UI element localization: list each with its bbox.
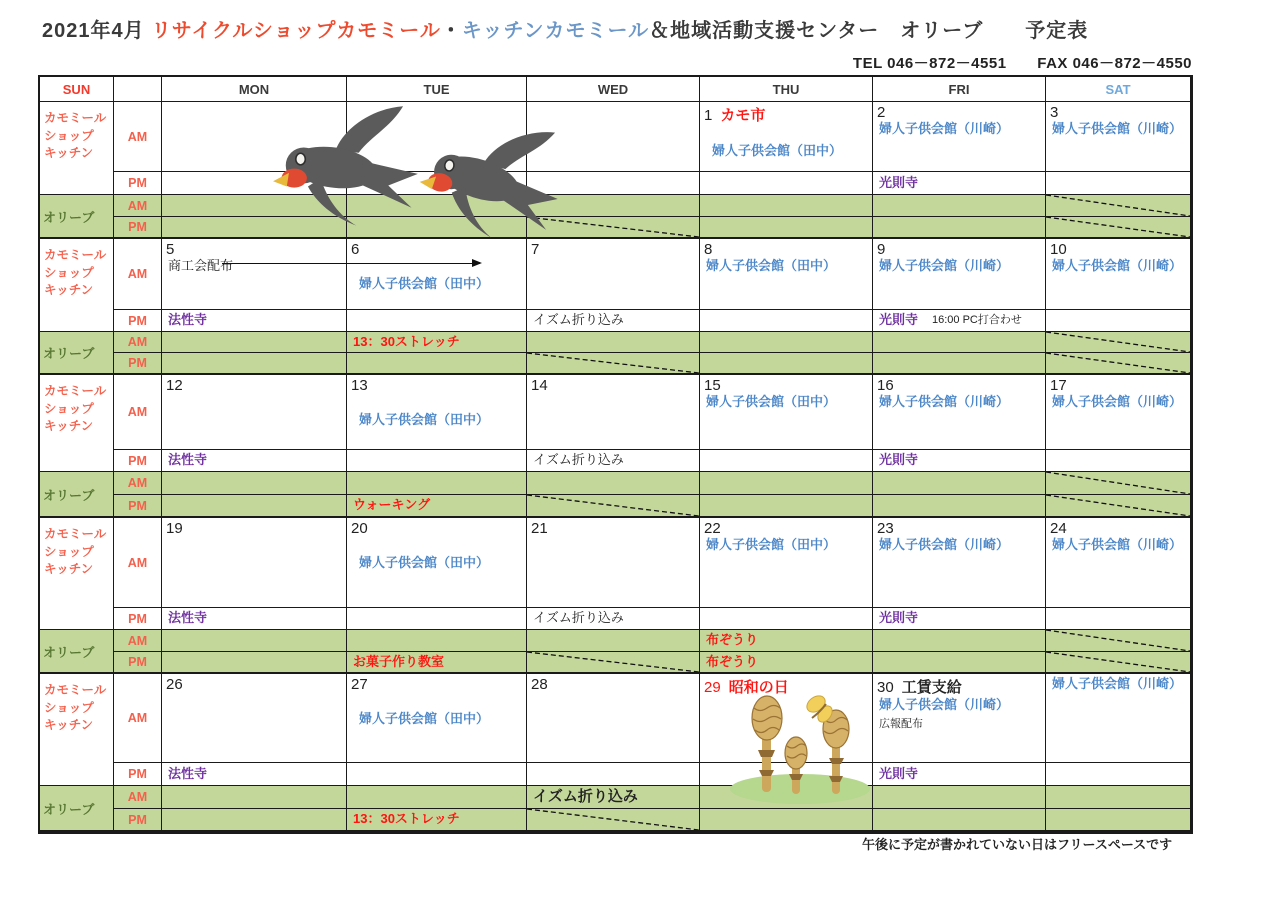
event-label: 法性寺 xyxy=(168,312,208,328)
day-pm-cell xyxy=(162,763,347,786)
header-sun: SUN xyxy=(40,77,114,102)
closed-diagonal xyxy=(1046,195,1190,216)
day-pm-cell xyxy=(527,608,700,630)
event-label: 婦人子供会館（川崎） xyxy=(879,258,1010,273)
event-label: 婦人子供会館（田中） xyxy=(359,711,490,726)
date-note: 工賃支給 xyxy=(901,679,962,696)
closed-diagonal xyxy=(527,495,699,516)
row-label-olive: オリーブ xyxy=(40,195,114,239)
day-am-cell xyxy=(1046,102,1191,172)
date-number: 9 xyxy=(877,241,886,258)
olive-am-cell xyxy=(347,630,527,652)
closed-diagonal xyxy=(1046,332,1190,352)
tel-number: TEL 046－872－4551 xyxy=(852,55,1007,72)
event-label: 婦人子供会館（川崎） xyxy=(1052,537,1183,552)
date-number: 22 xyxy=(704,520,721,537)
date-note: カモ市 xyxy=(720,107,766,124)
header-fri: FRI xyxy=(873,77,1046,102)
date-note: 昭和の日 xyxy=(728,679,789,696)
fax-number: FAX 046－872－4550 xyxy=(1037,55,1192,72)
am-label: AM xyxy=(114,102,162,172)
olive-am-cell xyxy=(700,630,873,652)
closed-diagonal xyxy=(1046,217,1190,237)
date-line xyxy=(1050,520,1186,537)
event-label: 婦人子供会館（田中） xyxy=(706,537,837,552)
olive-pm-cell xyxy=(527,809,700,832)
title-year-month: 2021年4月 xyxy=(42,20,145,42)
date-number: 20 xyxy=(351,520,368,537)
day-am-cell xyxy=(527,518,700,608)
date-line xyxy=(351,676,522,693)
olive-pm-cell xyxy=(700,652,873,674)
title-kitchen-name: キッチンカモミール xyxy=(461,20,650,42)
olive-pm-cell xyxy=(1046,652,1191,674)
event-label: 法性寺 xyxy=(168,610,208,626)
date-number: 28 xyxy=(531,676,548,693)
row-label-shop xyxy=(40,375,114,472)
olive-am-cell xyxy=(700,472,873,495)
olive-am-cell xyxy=(527,786,700,809)
am-label: AM xyxy=(114,518,162,608)
row-label-olive: オリーブ xyxy=(40,472,114,518)
date-number: 1 xyxy=(704,107,713,124)
date-number: 27 xyxy=(351,676,368,693)
day-pm-cell xyxy=(162,608,347,630)
date-line xyxy=(166,241,342,258)
day-am-cell xyxy=(1046,239,1191,310)
day-pm-cell xyxy=(1046,763,1191,786)
event-label: 布ぞうり xyxy=(706,653,759,669)
date-number: 15 xyxy=(704,377,721,394)
event-label: 布ぞうり xyxy=(706,632,759,648)
olive-pm-label: PM xyxy=(114,217,162,239)
date-number: 12 xyxy=(166,377,183,394)
olive-pm-cell xyxy=(527,652,700,674)
shop-label-line: カモミール xyxy=(44,248,107,262)
olive-pm-cell xyxy=(873,217,1046,239)
header-mon: MON xyxy=(162,77,347,102)
event-label: 法性寺 xyxy=(168,765,208,781)
event-label: 婦人子供会館（田中） xyxy=(359,555,490,570)
olive-pm-cell xyxy=(527,495,700,518)
olive-am-cell xyxy=(873,195,1046,217)
olive-am-cell xyxy=(1046,630,1191,652)
date-line xyxy=(704,520,868,537)
date-number: 8 xyxy=(704,241,713,258)
closed-diagonal xyxy=(1046,652,1190,672)
day-pm-cell xyxy=(347,608,527,630)
pm-label: PM xyxy=(114,763,162,786)
pm-label: PM xyxy=(114,450,162,472)
event-label: 光則寺 xyxy=(879,174,919,190)
date-line xyxy=(1050,104,1186,121)
shop-label-line: カモミール xyxy=(44,111,107,125)
day-am-cell xyxy=(700,102,873,172)
olive-am-cell xyxy=(873,472,1046,495)
olive-am-cell xyxy=(527,472,700,495)
olive-am-label: AM xyxy=(114,195,162,217)
event-label: 婦人子供会館（田中） xyxy=(706,258,837,273)
olive-pm-label: PM xyxy=(114,652,162,674)
date-number: 17 xyxy=(1050,377,1067,394)
day-am-cell xyxy=(1046,674,1191,763)
event-label: 広報配布 xyxy=(879,717,923,730)
shop-label-line: カモミール xyxy=(44,384,107,398)
olive-am-cell xyxy=(1046,332,1191,353)
pm-label: PM xyxy=(114,172,162,195)
row-label-olive: オリーブ xyxy=(40,786,114,832)
shop-label-line: キッチン xyxy=(44,146,94,160)
olive-pm-cell xyxy=(1046,809,1191,832)
shop-label-line: ショップ xyxy=(44,128,94,143)
event-label: 婦人子供会館（田中） xyxy=(712,143,843,158)
day-am-cell xyxy=(347,518,527,608)
swallow-icon xyxy=(272,102,420,232)
date-line xyxy=(531,520,695,537)
header-wed: WED xyxy=(527,77,700,102)
day-am-cell xyxy=(162,239,347,310)
olive-am-cell xyxy=(162,630,347,652)
row-label-shop xyxy=(40,239,114,332)
day-pm-cell xyxy=(873,450,1046,472)
title-shop-name: リサイクルショップカモミール xyxy=(151,20,441,42)
olive-pm-cell xyxy=(347,495,527,518)
olive-pm-cell xyxy=(1046,217,1191,239)
shop-label-line: キッチン xyxy=(44,718,94,732)
row-label-shop xyxy=(40,102,114,195)
date-line xyxy=(351,377,522,394)
day-pm-cell xyxy=(347,763,527,786)
day-pm-cell xyxy=(1046,172,1191,195)
calendar-grid xyxy=(38,75,1193,834)
event-label: 13：30ストレッチ xyxy=(353,811,460,827)
olive-am-cell xyxy=(700,332,873,353)
swallow-icon xyxy=(410,107,572,255)
day-pm-cell xyxy=(1046,450,1191,472)
event-label: 13：30ストレッチ xyxy=(353,333,460,349)
day-pm-cell xyxy=(527,763,700,786)
event-label: 婦人子供会館（田中） xyxy=(359,412,490,427)
day-am-cell xyxy=(873,375,1046,450)
shop-label-line: カモミール xyxy=(44,683,107,697)
day-pm-cell xyxy=(527,450,700,472)
day-am-cell xyxy=(347,375,527,450)
olive-am-cell xyxy=(1046,786,1191,809)
day-am-cell xyxy=(527,375,700,450)
shop-label-line: キッチン xyxy=(44,562,94,576)
olive-pm-cell xyxy=(162,652,347,674)
date-number: 2 xyxy=(877,104,886,121)
date-line xyxy=(704,104,868,125)
olive-pm-cell xyxy=(700,353,873,375)
date-number: 21 xyxy=(531,520,548,537)
date-number: 23 xyxy=(877,520,894,537)
date-line xyxy=(704,241,868,258)
header-thu: THU xyxy=(700,77,873,102)
day-pm-cell xyxy=(700,450,873,472)
date-number: 14 xyxy=(531,377,548,394)
day-pm-cell xyxy=(873,172,1046,195)
olive-am-label: AM xyxy=(114,630,162,652)
event-label: 婦人子供会館（田中） xyxy=(706,394,837,409)
day-am-cell xyxy=(347,674,527,763)
day-am-cell xyxy=(347,239,527,310)
olive-pm-cell xyxy=(873,809,1046,832)
olive-am-cell xyxy=(162,786,347,809)
day-pm-cell xyxy=(873,763,1046,786)
olive-am-label: AM xyxy=(114,472,162,495)
shop-label-line: ショップ xyxy=(44,544,94,559)
event-label: 婦人子供会館（川崎） xyxy=(1052,394,1183,409)
day-pm-cell xyxy=(347,450,527,472)
olive-am-cell xyxy=(162,332,347,353)
olive-am-label: AM xyxy=(114,332,162,353)
date-line xyxy=(531,241,695,258)
event-label: 婦人子供会館（田中） xyxy=(359,276,490,291)
olive-pm-cell xyxy=(873,495,1046,518)
date-line xyxy=(877,377,1041,394)
event-label: 光則寺 xyxy=(879,765,919,781)
day-am-cell xyxy=(873,239,1046,310)
closed-diagonal xyxy=(527,353,699,373)
day-am-cell xyxy=(1046,518,1191,608)
shop-label-line: カモミール xyxy=(44,527,107,541)
date-number: 24 xyxy=(1050,520,1067,537)
am-label: AM xyxy=(114,375,162,450)
event-label: ウォーキング xyxy=(353,497,431,513)
shop-label-line: キッチン xyxy=(44,283,94,297)
date-line xyxy=(1050,241,1186,258)
event-label: 光則寺 xyxy=(879,312,919,328)
olive-am-cell xyxy=(700,195,873,217)
olive-am-cell xyxy=(873,786,1046,809)
olive-am-cell xyxy=(527,332,700,353)
olive-am-cell xyxy=(873,332,1046,353)
day-am-cell xyxy=(527,674,700,763)
date-line xyxy=(166,676,342,693)
date-number: 16 xyxy=(877,377,894,394)
olive-pm-label: PM xyxy=(114,353,162,375)
day-am-cell xyxy=(873,518,1046,608)
event-label: イズム折り込み xyxy=(533,452,624,468)
olive-am-cell xyxy=(527,630,700,652)
pm-label: PM xyxy=(114,310,162,332)
olive-pm-cell xyxy=(873,652,1046,674)
olive-pm-cell xyxy=(347,353,527,375)
date-line xyxy=(166,377,342,394)
date-line xyxy=(877,104,1041,121)
am-label: AM xyxy=(114,674,162,763)
olive-pm-cell xyxy=(700,495,873,518)
date-number: 10 xyxy=(1050,241,1067,258)
day-am-cell xyxy=(162,674,347,763)
event-label: 婦人子供会館（川崎） xyxy=(879,394,1010,409)
shop-label-line: ショップ xyxy=(44,265,94,280)
event-label: 16:00 PC打合わせ xyxy=(932,314,1022,327)
shop-label-line: ショップ xyxy=(44,401,94,416)
date-line xyxy=(531,676,695,693)
date-line xyxy=(166,520,342,537)
date-line xyxy=(877,676,1041,697)
event-label: イズム折り込み xyxy=(533,610,624,626)
date-line xyxy=(877,520,1041,537)
day-am-cell xyxy=(873,674,1046,763)
row-label-olive: オリーブ xyxy=(40,332,114,375)
day-pm-cell xyxy=(873,608,1046,630)
olive-pm-cell xyxy=(873,353,1046,375)
date-number: 13 xyxy=(351,377,368,394)
date-number: 5 xyxy=(166,241,175,258)
row-label-shop xyxy=(40,674,114,786)
row-label-shop xyxy=(40,518,114,630)
olive-am-cell xyxy=(1046,472,1191,495)
day-am-cell xyxy=(700,375,873,450)
event-label: お菓子作り教室 xyxy=(353,653,445,669)
day-am-cell xyxy=(700,518,873,608)
olive-pm-label: PM xyxy=(114,495,162,518)
date-line xyxy=(531,377,695,394)
event-label: 婦人子供会館（川崎） xyxy=(879,537,1010,552)
closed-diagonal xyxy=(1046,353,1190,373)
event-label: 光則寺 xyxy=(879,452,919,468)
olive-pm-cell xyxy=(347,809,527,832)
closed-diagonal xyxy=(1046,495,1190,516)
olive-am-cell xyxy=(347,786,527,809)
title-rest: ＆地域活動支援センター オリーブ 予定表 xyxy=(649,20,1089,42)
olive-am-cell xyxy=(347,472,527,495)
olive-am-cell xyxy=(873,630,1046,652)
day-pm-cell xyxy=(162,450,347,472)
header-spacer xyxy=(114,77,162,102)
closed-diagonal xyxy=(527,809,699,830)
footer-note: 午後に予定が書かれていない日はフリースペースです xyxy=(862,837,1173,852)
page-title xyxy=(42,14,1088,43)
event-label: 婦人子供会館（川崎） xyxy=(1052,121,1183,136)
row-label-olive: オリーブ xyxy=(40,630,114,674)
olive-pm-cell xyxy=(347,652,527,674)
date-line xyxy=(877,241,1041,258)
olive-am-cell xyxy=(347,332,527,353)
olive-pm-cell xyxy=(162,495,347,518)
event-label: イズム折り込み xyxy=(533,312,624,328)
day-pm-cell xyxy=(700,172,873,195)
day-pm-cell xyxy=(347,310,527,332)
date-number: 29 xyxy=(704,679,721,696)
day-am-cell xyxy=(527,239,700,310)
event-label: 婦人子供会館（川崎） xyxy=(879,697,1010,712)
event-label: 法性寺 xyxy=(168,452,208,468)
olive-pm-cell xyxy=(1046,353,1191,375)
shop-label-line: ショップ xyxy=(44,700,94,715)
event-label: イズム折り込み xyxy=(533,788,638,806)
title-separator: ・ xyxy=(440,20,462,42)
date-number: 19 xyxy=(166,520,183,537)
olive-pm-cell xyxy=(527,353,700,375)
day-am-cell xyxy=(162,518,347,608)
day-pm-cell xyxy=(700,310,873,332)
date-line xyxy=(351,520,522,537)
event-label: 婦人子供会館（川崎） xyxy=(1052,676,1183,691)
day-am-cell xyxy=(162,375,347,450)
header-tue: TUE xyxy=(347,77,527,102)
event-label: 商工会配布 xyxy=(168,258,234,273)
olive-pm-cell xyxy=(700,809,873,832)
horsetail-sprouts-and-butterfly-icon xyxy=(726,692,876,807)
event-label: 婦人子供会館（川崎） xyxy=(879,121,1010,136)
olive-pm-label: PM xyxy=(114,809,162,832)
day-am-cell xyxy=(873,102,1046,172)
contact-line xyxy=(853,52,1192,73)
event-label: 光則寺 xyxy=(879,610,919,626)
date-number: 30 xyxy=(877,679,894,696)
pm-label: PM xyxy=(114,608,162,630)
day-pm-cell xyxy=(700,608,873,630)
day-am-cell xyxy=(1046,375,1191,450)
day-pm-cell xyxy=(1046,608,1191,630)
date-number: 3 xyxy=(1050,104,1059,121)
olive-pm-cell xyxy=(162,353,347,375)
date-line xyxy=(1050,377,1186,394)
closed-diagonal xyxy=(1046,472,1190,494)
date-line xyxy=(704,377,868,394)
day-am-cell xyxy=(700,239,873,310)
date-number: 7 xyxy=(531,241,540,258)
header-sat: SAT xyxy=(1046,77,1191,102)
day-pm-cell xyxy=(1046,310,1191,332)
am-label: AM xyxy=(114,239,162,310)
olive-am-cell xyxy=(1046,195,1191,217)
shop-label-line: キッチン xyxy=(44,419,94,433)
date-number: 6 xyxy=(351,241,360,258)
day-pm-cell xyxy=(873,310,1046,332)
olive-am-cell xyxy=(162,472,347,495)
closed-diagonal xyxy=(1046,630,1190,651)
event-label: 婦人子供会館（川崎） xyxy=(1052,258,1183,273)
day-pm-cell xyxy=(527,310,700,332)
day-pm-cell xyxy=(162,310,347,332)
date-number: 26 xyxy=(166,676,183,693)
olive-am-label: AM xyxy=(114,786,162,809)
closed-diagonal xyxy=(527,652,699,672)
olive-pm-cell xyxy=(700,217,873,239)
olive-pm-cell xyxy=(1046,495,1191,518)
continuation-arrow xyxy=(222,263,480,264)
olive-pm-cell xyxy=(162,809,347,832)
